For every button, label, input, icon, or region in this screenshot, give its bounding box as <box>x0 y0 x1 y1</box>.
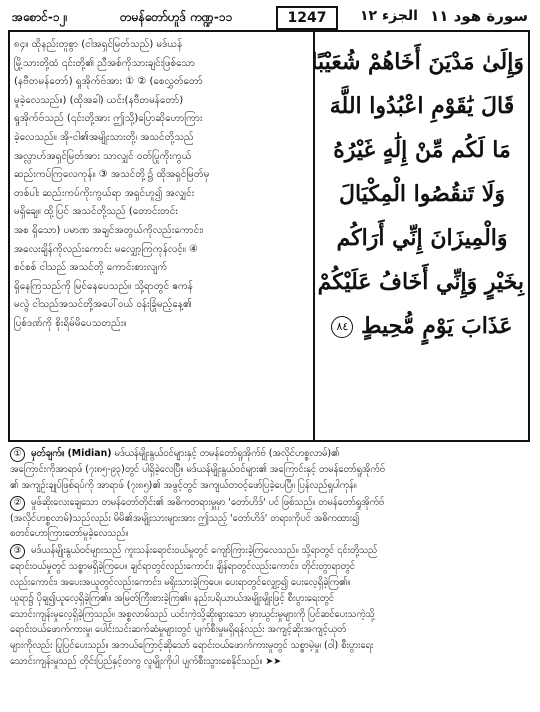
translation-line: ဆည်းကပ်ကြလေကုန်။ ③ အသင်တို့၌ ထိုအရှင်မြတ်မှ <box>14 169 210 181</box>
translation-line: မြို့သားတို့ထံ ၎င်းတို့၏ ညီအစ်ကိုသားချင်းဖြစ်သော <box>14 57 195 69</box>
header-juz: الجزء ١٢ <box>360 8 418 24</box>
translation-line: (နဗီတမန်တော်) ရှုအိုက်ဗ်အား ① ② (စေလွှတ်တော် <box>14 76 203 88</box>
footnote-text: မဒ်ယန်မျိုးနွယ်ဝင်များနှင့် တမန်တော်ရှုအိုက်ဗ် (အလိုင်ဟစ္စလာမ်)၏ <box>114 448 340 459</box>
header-chapter-volume: အစောင်-၁၂၊ <box>12 10 68 24</box>
footnote-text: မဒ်ယန်မျိုးနွယ်ဝင်များသည် ကူးသန်းရောင်းဝယ်မှုတွင် ကျော်ကြားခဲ့ကြလေသည်။ သို့ရာတွင် ၎င်းတို့သည် <box>30 545 378 557</box>
header-sura-name: سورة هود ١١ <box>430 7 528 25</box>
translation-line: တစ်ပါး ဆည်းကပ်ကိုးကွယ်ရာ အရှင်ဟူ၍ အလျှင်း <box>14 187 195 199</box>
footnote-number: ② <box>10 496 25 511</box>
translation-line: ရှိနေကြသည်ကို မြင်နေပေသည်။ သို့ရာတွင် ဧကန် <box>14 280 193 292</box>
footnote-number: ① <box>10 447 25 462</box>
footnote-line: ၏ အကျဉ်းချုပ်ဖြစ်ရပ်ကို အာရာဖ် (၇း၈၅)၏ အဖွင့်တွင် အကျယ်တဝင့်ဖော်ပြခဲ့ပေပြီ။ ပြန်လည်ရှုပါကုန်။ <box>10 479 357 491</box>
page-number: 1247 <box>276 6 338 30</box>
column-divider <box>313 32 315 440</box>
translation-line: ပြစ်ဒဏ်ကို စိုးရိမ်မိပေသတည်း။ <box>14 317 127 329</box>
translation-line: မရှိချေ။ ထို့ပြင် အသင်တို့သည် (တောင်းတင်း <box>14 206 178 218</box>
footnote-line: စတင်ဟောကြားတော်မူခဲ့လေသည်။ <box>10 528 129 540</box>
translation-line: အလ္လာဟ်အရှင်မြတ်အား သာလျှင် ဝတ်ပြုကိုးကွယ် <box>14 150 192 162</box>
footnote-3 <box>10 543 530 670</box>
translation-line: မလွဲ ငါသည်အသင်တို့အပေါ်ဝယ် ဝန်းခြုံမည့်နေ့၏ <box>14 299 192 311</box>
translation-line: အလေးချိန်ကိုလည်းကောင်း မလျှော့ကြကုန်လင့်။ ④ <box>14 243 198 255</box>
arabic-line: وَلَا تَنقُصُوا الْمِكْيَالَ <box>339 181 505 207</box>
footnote-line: ရောင်းဝယ်ဖောက်ကားမှု၊ ပေါင်းသင်းဆက်ဆံမှုများတွင် ပျက်စီးမှုမရှိရန်လည်း အကျင့်ဆိုးအကျင့်ယုတ် <box>10 624 347 636</box>
translation-line: စင်စစ် ငါသည် အသင်တို့ ကောင်းစားလျက် <box>14 262 168 274</box>
arabic-line: مَا لَكُم مِّنْ إِلَٰهٍ غَيْرُهُ <box>333 137 511 163</box>
arabic-line: عَذَابَ يَوْمٍ مُّحِيطٍ <box>361 313 513 339</box>
translation-column <box>14 36 306 436</box>
continue-arrow-icon: ➤➤ <box>265 655 282 667</box>
arabic-line: وَإِلَىٰ مَدْيَنَ أَخَاهُمْ شُعَيْبًا <box>311 49 524 75</box>
arabic-line: وَالْمِيزَانَ إِنِّي أَرَاكُم <box>336 225 508 251</box>
footnote-line: သောင်းကျန်းမှုလေ့ရှိခဲ့ကြသည်။ အစ္စလာမ်သည် ယင်းကဲ့သို့ဆိုးရွားသော မှားယွင်းမှုများကို ပြင်ဆင်ပေးသကဲ့သို့ <box>10 608 375 620</box>
footnote-line <box>10 654 530 670</box>
arabic-line: بِخَيْرٍ وَإِنِّي أَخَافُ عَلَيْكُمْ <box>317 269 524 295</box>
footnotes <box>10 446 530 708</box>
footnote-line: ရောင်းဝယ်မှုတွင် သစ္စာမရှိခဲ့ကြပေ။ ချင်ရာတွင်လည်းကောင်း၊ ချိန်ရာတွင်လည်းကောင်း၊ တိုင်းတွာရာတွင် <box>10 561 355 573</box>
translation-line: ရှုအိုက်ဗ်သည် (၎င်းတို့အား ဤသို့)ပြောဆိုဟောကြား <box>14 113 203 125</box>
footnote-title: မှတ်ချက်။ (Midian) <box>30 448 112 459</box>
footnote-1 <box>10 446 530 494</box>
ayah-number-marker: ٨٤ <box>331 316 353 338</box>
arabic-line-last <box>320 304 524 348</box>
footnote-text: မှုဖ်ဆိုးလေးချေသော တမန်တော်တိုင်း၏ အဓိကတရားမှူမှာ 'တော်ဟိဒ်' ပင် ဖြစ်သည်။ တမန်တော်ရှုအိုက်ဗ် <box>30 496 385 508</box>
page-header <box>8 6 532 30</box>
footnote-line <box>10 446 530 462</box>
translation-line: ခဲ့လေသည်။ အို-ငါ၏အမျိုးသားတို့၊ အသင်တို့သည် <box>14 131 194 143</box>
footnote-number: ③ <box>10 544 25 559</box>
translation-line: အစ ရှိသော) ပမာဏ အချင်အတွယ်ကိုလည်းကောင်း၊ <box>14 224 204 236</box>
arabic-verse-column <box>311 40 524 340</box>
footnote-line <box>10 495 530 511</box>
footnote-line <box>10 543 530 559</box>
footnote-line: ယူရာ၌ ပိုချ၍ယူလေ့ရှိခဲ့ကြ၏။ အမြတ်ကြီးစားခဲ့ကြ၏။ နည်းပရိယာယ်အမျိုးမျိုးဖြင့် စီးပွားရေးတွင် <box>10 592 335 604</box>
footnote-2 <box>10 495 530 543</box>
header-section-title: တမန်တော်ဟူဒ် ကဏ္ဍ-၁၁ <box>120 10 233 24</box>
footnote-text: သောင်းကျန်းမှုသည် တိုင်းပြည်နှင့်တကွ လူမျိုးကိုပါ ပျက်စီးသွားစေနိုင်သည်။ <box>10 655 263 667</box>
footnote-line: များကိုလည်း ပြုပြင်ပေးသည်။ အဘယ်ကြောင့်ဆိုသော် ရောင်းဝယ်ဖောက်ကားမှုတွင် သစ္စာမဲ့မှု၊ (ဝါ) စီးပွားရေး <box>10 640 374 652</box>
footnote-line: အကြောင်းကိုအာရာဖ် (၇း၈၅-၉၃)တွင် ပါရှိခဲ့လေပြီ။ မဒ်ယန်မျိုးနွယ်ဝင်များ၏ အကြောင်းနှင့် တမန်တော်ရှုအိုက်ဗ် <box>10 464 385 475</box>
translation-line: မူခဲ့လေသည်။) (ထိုအခါ) ယင်း(နဗီတမန်တော်) <box>14 94 184 106</box>
arabic-line: قَالَ يَٰقَوْمِ اعْبُدُوا اللَّهَ <box>329 93 515 119</box>
translation-line: ၈၄။ ထိုနည်းတူစွာ (ငါအရှင်မြတ်သည်) မဒ်ယန် <box>14 39 183 50</box>
footnote-line: (အလိုင်ဟစ္စလာမ်)သည်လည်း မိမိ၏အမျိုးသားများအား ဤသည့် 'တော်ဟိဒ်' တရားကိုပင် အဓိကထား၍ <box>10 512 360 524</box>
footnote-line: လည်းကောင်း၊ အပေးအယူတွင်လည်းကောင်း၊ မရိုးသားခဲ့ကြပေ။ ပေးရာတွင်လျှော့၍ ပေးလေ့ရှိခဲ့ကြ၏။ <box>10 576 351 588</box>
